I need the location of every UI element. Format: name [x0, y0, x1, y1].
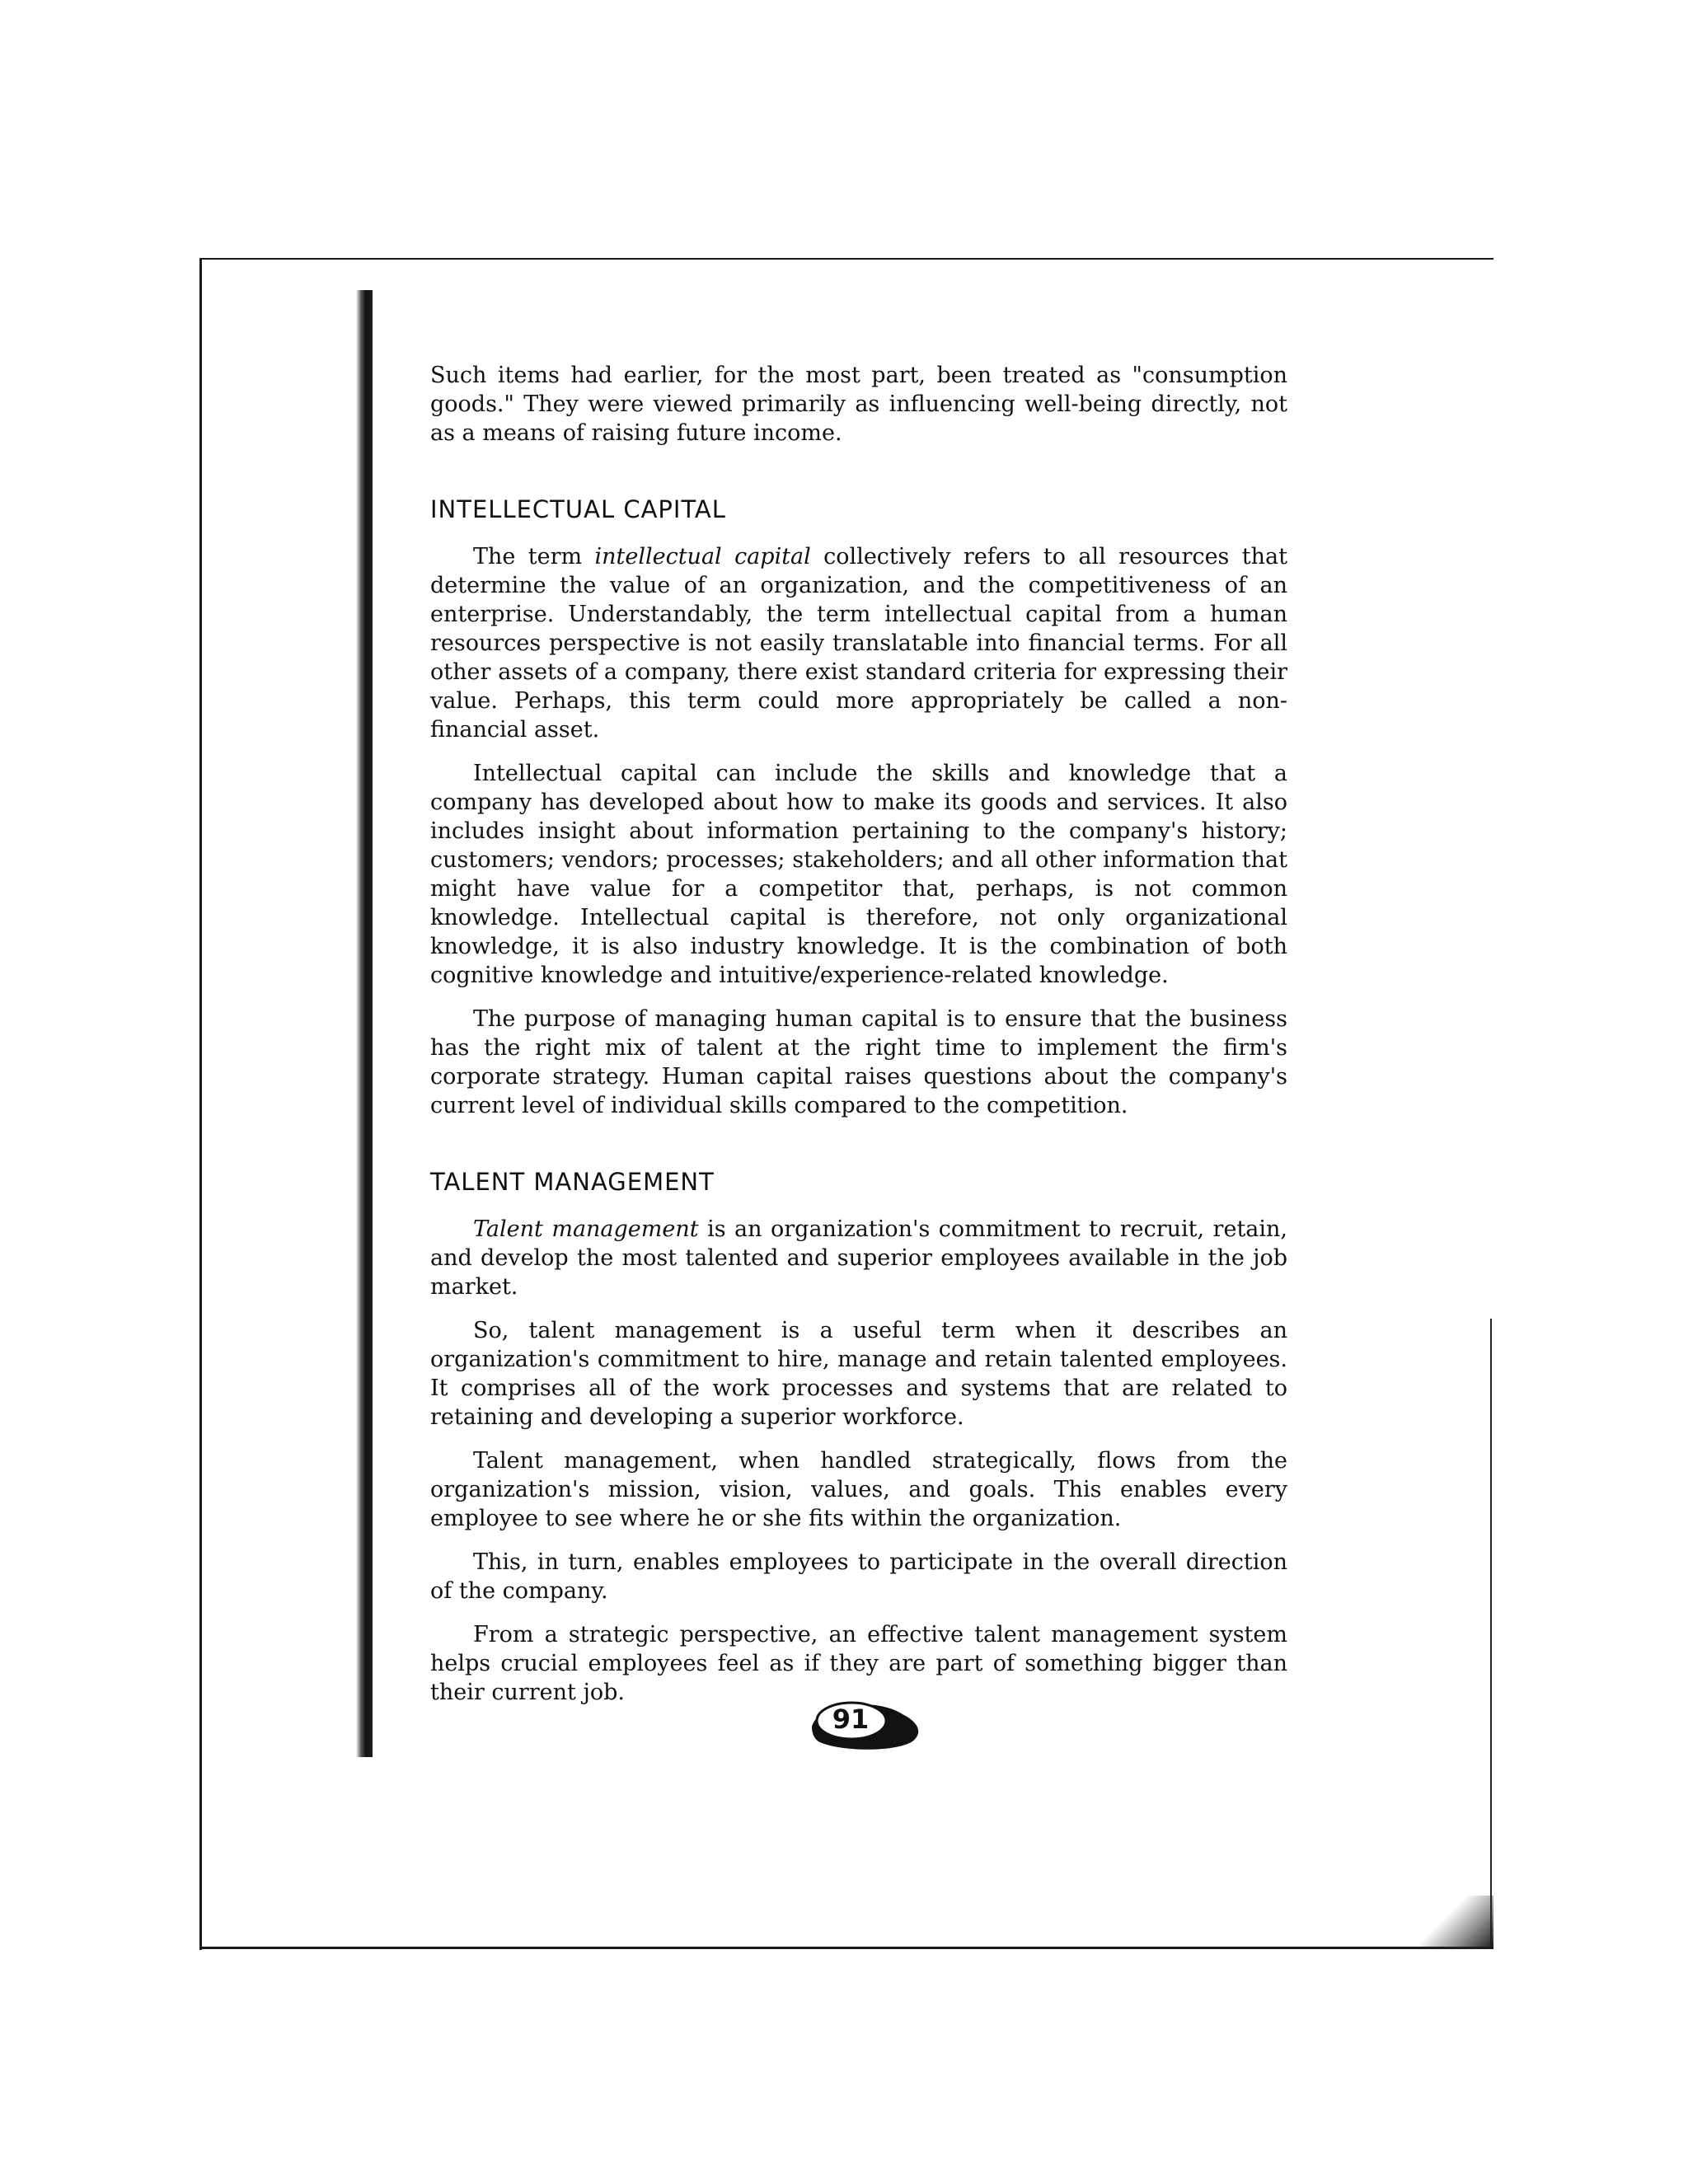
- intro-paragraph: Such items had earlier, for the most part, been treated as "consumption goods." They were viewed primarily as influencing well-being directly, not as a means of raising future income.: [430, 363, 1287, 446]
- intellectual-capital-paragraph-1: [430, 542, 1287, 744]
- talent-p1-rest: is an organization's commitment to recruit, retain, and develop the most talented and superior employees available in the job market.: [430, 1216, 1287, 1300]
- talent-management-paragraph-1: [430, 1215, 1287, 1301]
- talent-management-paragraph-5: From a strategic perspective, an effective talent management system helps crucial employees feel as if they are part of something bigger than their current job.: [430, 1622, 1287, 1705]
- talent-management-paragraph-2: So, talent management is a useful term when it describes an organization's commitment to hire, manage and retain talented employees. It comprises all of the work processes and systems that are related to retaining and developing a superior workforce.: [430, 1318, 1287, 1430]
- intellectual-capital-paragraph-2: Intellectual capital can include the skills and knowledge that a company has developed about how to make its goods and services. It also includes insight about information pertaining to the company's history; customers; vendors; processes; stakeholders; and all other information that might have value for a competitor that, perhaps, is not common knowledge. Intellectual capital is therefore, not only organizational knowledge, it is also industry knowledge. It is the combination of both cognitive knowledge and intuitive/experience-related knowledge.: [430, 761, 1287, 988]
- intellectual-p1-prefix: The term: [473, 544, 595, 569]
- page-border-right: [1490, 1319, 1492, 1949]
- intellectual-p1-rest: collectively refers to all resources that determine the value of an organization, and the competitiveness of an enterprise. Understandably, the term intellectual capital from a human resources perspective is not easily translatable into financial terms. For all other assets of a company, there exist standard criteria for expressing their value. Perhaps, this term could more appropriately be called a non-financial asset.: [430, 544, 1287, 743]
- intellectual-capital-paragraph-3: The purpose of managing human capital is to ensure that the business has the right mix of talent at the right time to implement the firm's corporate strategy. Human capital raises questions about the company's current level of individual skills compared to the competition.: [430, 1006, 1287, 1118]
- scan-shadow-corner: [1401, 1896, 1493, 1948]
- page-number: 91: [832, 1704, 870, 1735]
- page-border-top: [199, 258, 1493, 260]
- page-border-left: [199, 258, 202, 1950]
- talent-management-paragraph-3: Talent management, when handled strategically, flows from the organization's mission, vision, values, and goals. This enables every employee to see where he or she fits within the organization.: [430, 1448, 1287, 1531]
- talent-management-paragraph-4: This, in turn, enables employees to participate in the overall direction of the company.: [430, 1549, 1287, 1604]
- page-border-bottom: [199, 1947, 1493, 1949]
- heading-talent-management: TALENT MANAGEMENT: [430, 1168, 715, 1196]
- intellectual-capital-term: intellectual capital: [594, 544, 811, 569]
- heading-intellectual-capital: INTELLECTUAL CAPITAL: [430, 495, 726, 523]
- page-number-badge: [804, 1694, 927, 1751]
- talent-management-term: Talent management: [473, 1216, 699, 1242]
- book-spine-shadow: [356, 290, 373, 1757]
- page-body: [430, 361, 1287, 1722]
